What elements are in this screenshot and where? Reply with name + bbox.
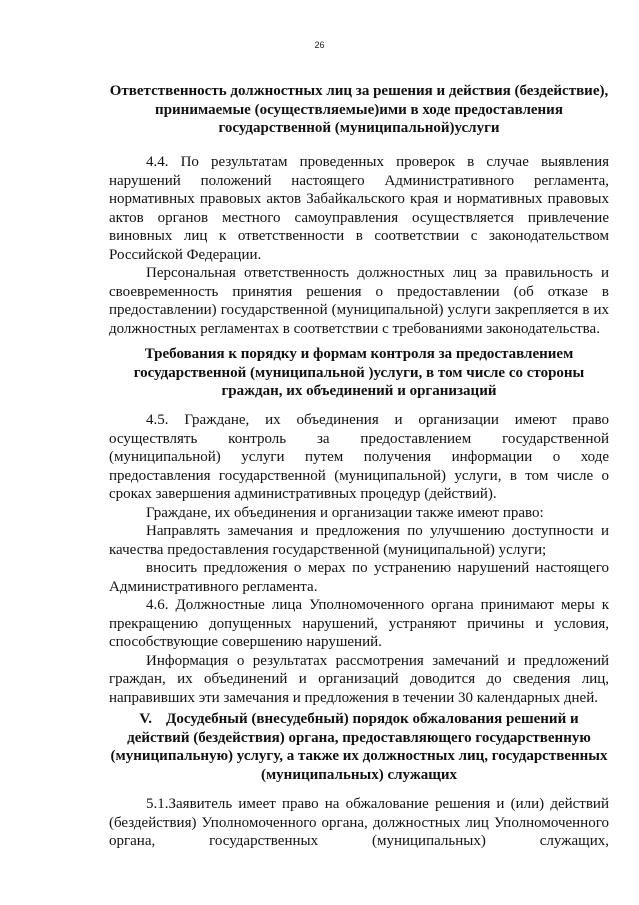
paragraph-citizens-rights: Граждане, их объединения и организации также имеют право: — [146, 504, 544, 521]
paragraph-send-remarks: Направлять замечания и предложения по улучшению доступности и качества предоставления государственной (муниципальной) услуги; — [109, 523, 609, 558]
paragraph-4-5: 4.5. Граждане, их объединения и организации имеют право осуществлять контроль за предоставлением государственной (муниципальной) услуги путем получения информации о ходе предоставления государственной (муниципальной) услуги, в том числе о сроках завершения административных процедур (действий). — [109, 412, 609, 502]
paragraph-4-6: 4.6. Должностные лица Уполномоченного органа принимают меры к прекращению допущенных нарушений, устраняют причины и условия, способствующие совершению нарушений. — [109, 597, 609, 650]
responsibility-body — [109, 153, 609, 338]
paragraph-4-4: 4.4. По результатам проведенных проверок в случае выявления нарушений положений настоящего Административного регламента, нормативных правовых актов Забайкальского края и нормативных правовых актов органов местного самоуправления осуществляется привлечение виновных лиц к ответственности в соответствии с законодательством Российской Федерации. — [109, 154, 609, 263]
section-v-number: V. — [139, 711, 153, 727]
paragraph-information-results: Информация о результатах рассмотрения замечаний и предложений граждан, их объединений и организаций доводится до сведения лиц, направивших эти замечания и предложения в течении 30 календарных дней. — [109, 652, 609, 706]
section-v-heading — [109, 710, 609, 784]
control-section — [109, 345, 609, 401]
control-heading: Требования к порядку и формам контроля за предоставлением государственной (муниципальной )услуги, в том числе со стороны граждан, их объединений и организаций — [133, 346, 585, 399]
section-v — [109, 710, 609, 784]
paragraph-personal-responsibility: Персональная ответственность должностных лиц за правильность и своевременность принятия решения о предоставлении (об отказе в предоставлении) государственной (муниципальной) услуги закрепляется в их должностных регламентах в соответствии с требованиями законодательства. — [109, 265, 609, 337]
paragraph-make-proposals: вносить предложения о мерах по устранению нарушений настоящего Административного регламента. — [109, 560, 609, 595]
section-v-title: Досудебный (внесудебный) порядок обжалования решений и действий (бездействия) органа, предоставляющего государственную (муниципальную) услугу, а также их должностных лиц, государственных (муниципальных) служащих — [110, 711, 608, 783]
responsibility-heading: Ответственность должностных лиц за решения и действия (бездействие), принимаемые (осуществляемые)ими в ходе предоставления государственной (муниципальной)услуги — [109, 83, 609, 136]
responsibility-section — [109, 82, 609, 138]
page-number: 26 — [314, 40, 325, 50]
control-body — [109, 411, 609, 707]
paragraph-5-1: 5.1.Заявитель имеет право на обжалование решения и (или) действий (бездействия) Уполномоченного органа, должностных лиц Уполномоченного органа, государственных (муниципальных) служащих, — [109, 796, 609, 849]
section-v-body — [109, 795, 609, 851]
